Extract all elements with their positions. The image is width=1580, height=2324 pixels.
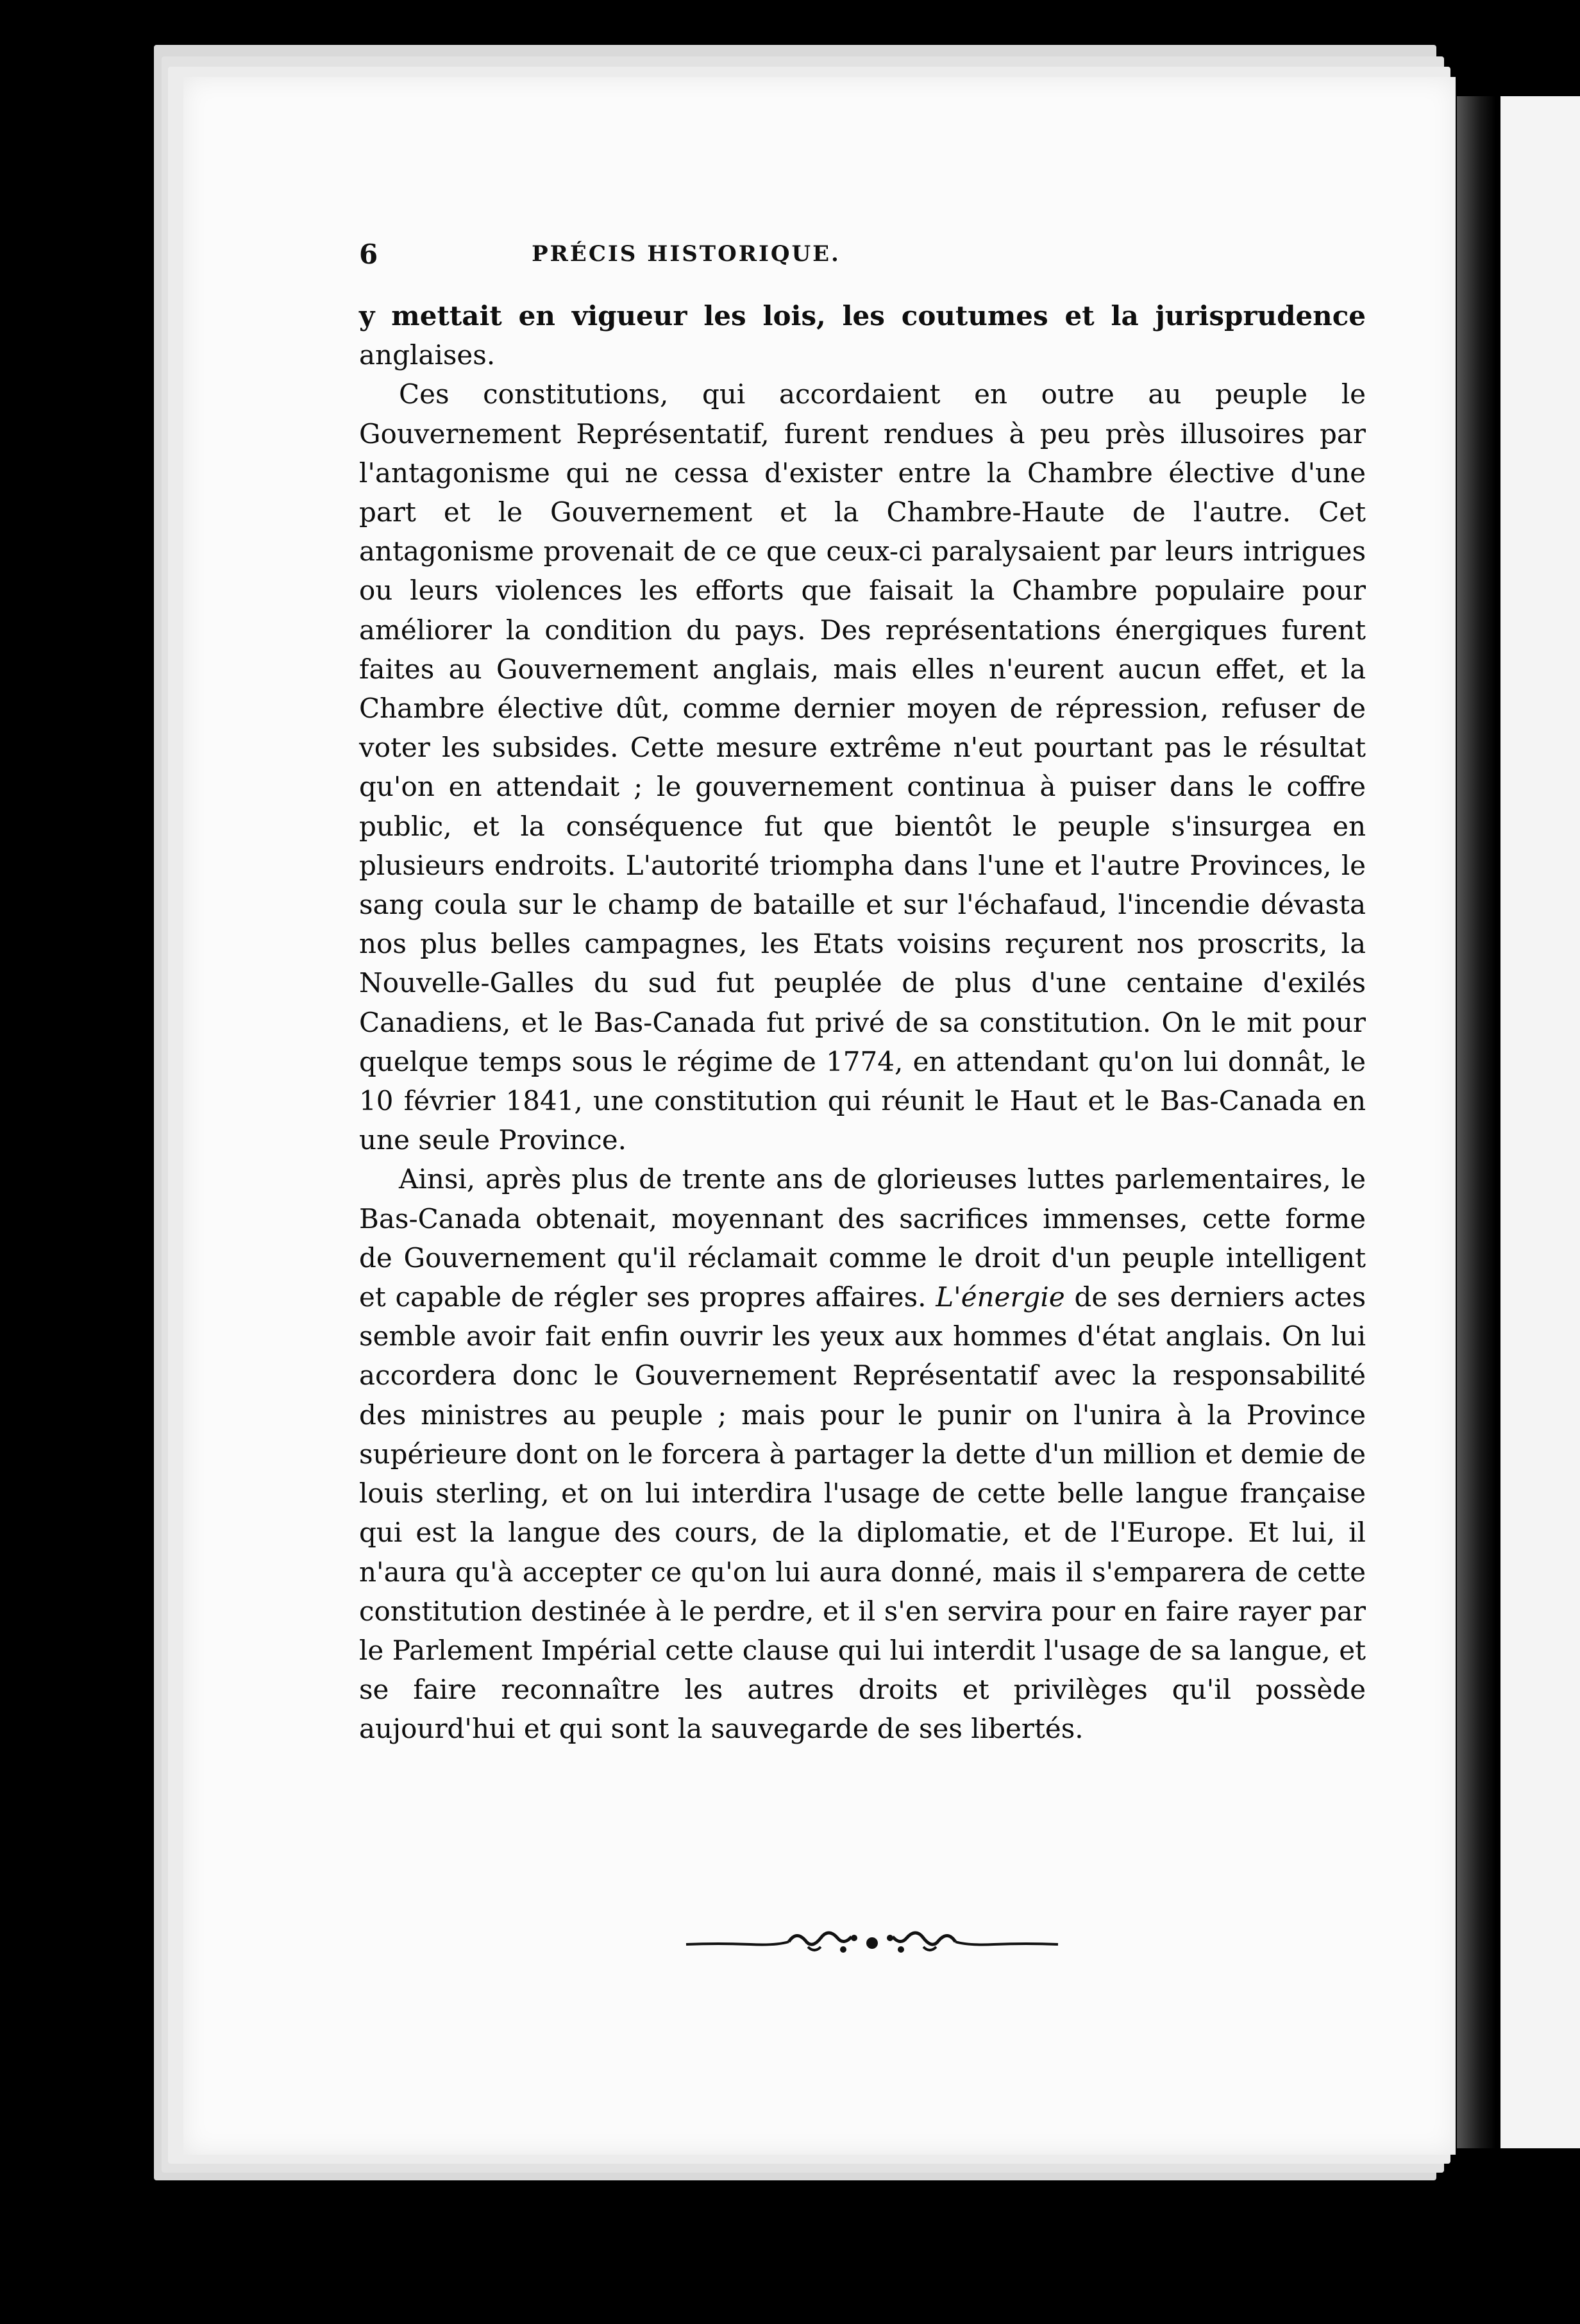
paragraph-1-rest: anglaises. [359,339,496,371]
book-gutter [1457,96,1495,2148]
paragraph-3-part-2: de ses derniers actes semble avoir fait enfin ouvrir les yeux aux hommes d'état anglais. On lui accordera donc le Gouvernement Représentatif avec la responsabilité des ministres au peuple ; mais pour le punir on l'unira à la Province supérieure dont on le forcera à partager la dette d'un million et demie de louis sterling, et on lui interdira l'usage de cette belle langue française qui est la langue des cours, de la diplomatie, et de l'Europe. Et lui, il n'aura qu'à accepter ce qu'on lui aura donné, mais il s'emparera de cette constitution destinée à le perdre, et il s'en servira pour en faire rayer par le Parlement Impérial cette clause qui lui interdit l'usage de sa langue, et se faire reconnaître les autres droits et privilèges qu'il possède aujourd'hui et qui sont la sauvegarde de ses libertés. [359,1281,1366,1745]
floral-tailpiece-ornament-icon [680,1924,1064,1962]
paragraph-2: Ces constitutions, qui accordaient en outre au peuple le Gouvernement Représentatif, furent rendues à peu près illusoires par l'antagonisme qui ne cessa d'exister entre la Chambre élective d'une part et le Gouvernement et la Chambre-Haute de l'autre. Cet antagonisme provenait de ce que ceux-ci paralysaient par leurs intrigues ou leurs violences les efforts que faisait la Chambre populaire pour améliorer la condition du pays. Des représentations énergiques furent faites au Gouvernement anglais, mais elles n'eurent aucun effet, et la Chambre élective dût, comme dernier moyen de répression, refuser de voter les subsides. Cette mesure extrême n'eut pourtant pas le résultat qu'on en attendait ; le gouvernement continua à puiser dans le coffre public, et la conséquence fut que bientôt le peuple s'insurgea en plusieurs endroits. L'autorité triompha dans l'une et l'autre Provinces, le sang coula sur le champ de bataille et sur l'échafaud, l'incendie dévasta nos plus belles campagnes, les Etats voisins reçurent nos proscrits, la Nouvelle-Galles du sud fut peuplée de plus d'une centaine d'exilés Canadiens, et le Bas-Canada fut privé de sa constitution. On le mit pour quelque temps sous le régime de 1774, en attendant qu'on lui donnât, le 10 février 1841, une constitution qui réunit le Haut et le Bas-Canada en une seule Province. [359,378,1366,1156]
paragraph-3-part-1: Ainsi, après plus de trente ans de glorieuses luttes parlementaires, le Bas-Canada obtenait, moyennant des sacrifices immenses, cette forme de Gouvernement qu'il réclamait comme le droit d'un peuple intelligent et capable de régler ses propres affaires. [359,1163,1366,1313]
facing-page-edge [1500,96,1580,2148]
paragraph-3-italic: L'énergie [936,1281,1065,1313]
paragraph-1 [359,296,1366,375]
paragraph-1-lead: y mettait en vigueur les lois, les coutumes et la jurisprudence [359,300,1366,332]
paragraph-3 [359,1159,1366,1748]
page-header [359,239,1013,277]
page-number: 6 [359,239,378,270]
body-text [359,296,1366,1749]
running-head: PRÉCIS HISTORIQUE. [532,241,841,267]
